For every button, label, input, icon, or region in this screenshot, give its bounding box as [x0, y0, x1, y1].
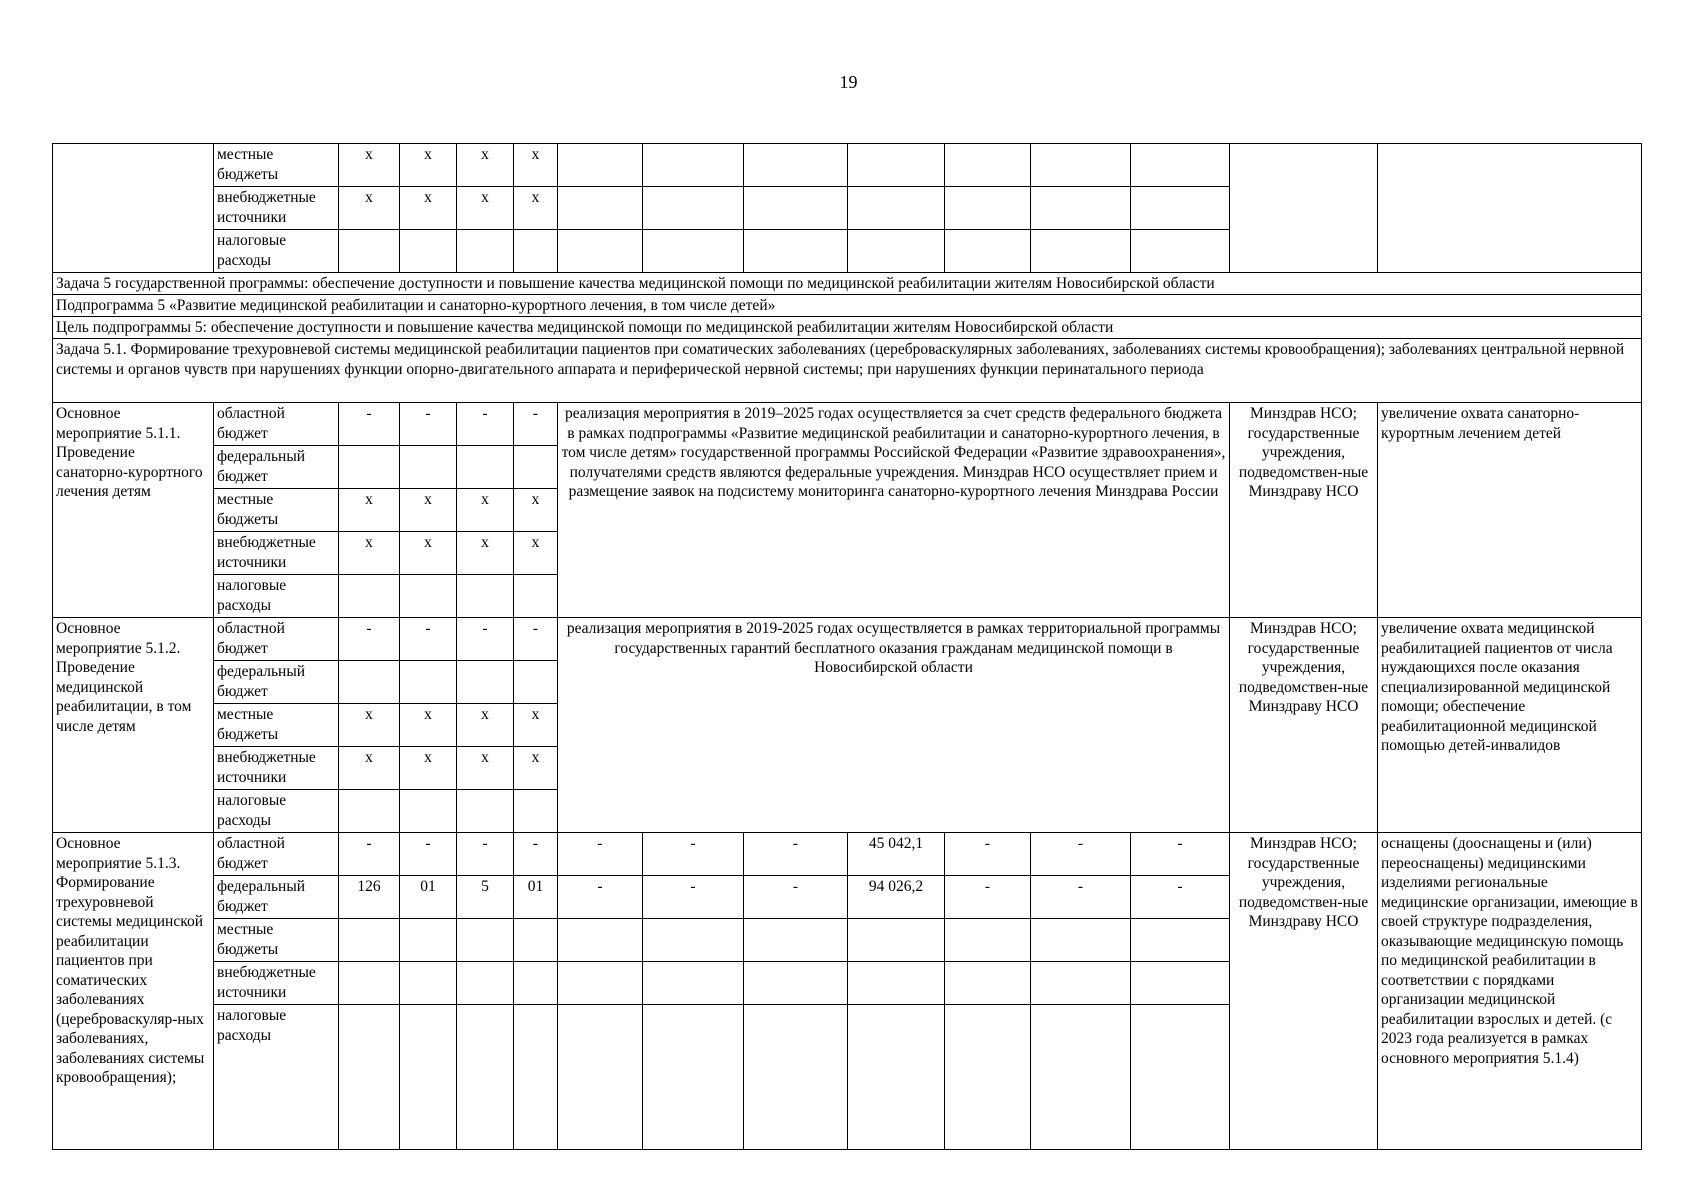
measure-note: реализация мероприятия в 2019–2025 годах осуществляется за счет средств федерального бюджета в рамках подпрограммы «Развитие медицинской реабилитации и санаторно-курортного лечения, в том числе детям» государственной программы Российской Федерации «Развитие здравоохранения», получателями средств являются федеральные учреждения. Минздрав НСО осуществляет прием и размещение заявок на подсистему мониторинга санаторно-курортного лечения Минздрава России — [558, 403, 1230, 618]
code-cell: - — [457, 403, 514, 446]
code-cell: 01 — [400, 876, 457, 919]
source-label: внебюджетные источники — [214, 187, 339, 230]
measure-result: увеличение охвата санаторно-курортным лечением детей — [1378, 403, 1642, 618]
source-label: федеральный бюджет — [214, 876, 339, 919]
source-label: областной бюджет — [214, 618, 339, 661]
code-cell — [457, 575, 514, 618]
code-cell: х — [339, 187, 400, 230]
source-label: местные бюджеты — [214, 919, 339, 962]
code-cell — [457, 446, 514, 489]
code-cell: х — [400, 704, 457, 747]
program-table — [52, 143, 1642, 1150]
code-cell — [339, 1005, 400, 1150]
measure-note: реализация мероприятия в 2019-2025 годах осуществляется в рамках территориальной программы государственных гарантий бесплатного оказания гражданам медицинской помощи в Новосибирской области — [558, 618, 1230, 833]
code-cell — [514, 1005, 558, 1150]
code-cell — [514, 230, 558, 273]
code-cell: - — [400, 833, 457, 876]
year-cell — [848, 1005, 945, 1150]
source-label: федеральный бюджет — [214, 661, 339, 704]
year-cell: - — [945, 833, 1031, 876]
source-label: областной бюджет — [214, 833, 339, 876]
code-cell — [339, 446, 400, 489]
year-cell — [848, 230, 945, 273]
year-cell — [1131, 919, 1230, 962]
year-cell: - — [1031, 833, 1131, 876]
code-cell: 126 — [339, 876, 400, 919]
code-cell: - — [339, 618, 400, 661]
code-cell: х — [514, 144, 558, 187]
code-cell: х — [339, 747, 400, 790]
code-cell: х — [339, 704, 400, 747]
source-label: областной бюджет — [214, 403, 339, 446]
year-cell — [744, 230, 848, 273]
year-cell: - — [558, 833, 643, 876]
year-cell — [643, 187, 744, 230]
measure-result: оснащены (дооснащены и (или) переоснащены) медицинскими изделиями региональные медицинские организации, имеющие в своей структуре подразделения, оказывающие медицинскую помощь по медицинской реабилитации в соответствии с порядками организации медицинской реабилитации взрослых и детей. (с 2023 года реализуется в рамках основного мероприятия 5.1.4) — [1378, 833, 1642, 1150]
year-cell — [1031, 187, 1131, 230]
year-cell — [945, 962, 1031, 1005]
code-cell: х — [339, 144, 400, 187]
code-cell — [457, 962, 514, 1005]
year-cell — [848, 144, 945, 187]
code-cell: 01 — [514, 876, 558, 919]
source-label: налоговые расходы — [214, 575, 339, 618]
code-cell — [339, 790, 400, 833]
year-cell: - — [558, 876, 643, 919]
year-cell — [558, 144, 643, 187]
measure-name: Основное мероприятие 5.1.3. Формирование трехуровневой системы медицинской реабилитации пациентов при соматических заболеваниях (цереброваскуляр-ных заболеваниях, заболеваниях системы кровообращения); — [53, 833, 214, 1150]
table-row — [53, 618, 1642, 661]
year-cell — [1131, 187, 1230, 230]
year-cell — [558, 1005, 643, 1150]
year-cell — [945, 230, 1031, 273]
year-cell — [558, 187, 643, 230]
source-label: федеральный бюджет — [214, 446, 339, 489]
code-cell: х — [400, 747, 457, 790]
source-label: налоговые расходы — [214, 1005, 339, 1150]
code-cell — [339, 230, 400, 273]
code-cell — [400, 1005, 457, 1150]
year-cell — [643, 1005, 744, 1150]
source-label: внебюджетные источники — [214, 747, 339, 790]
code-cell: х — [457, 489, 514, 532]
year-cell: - — [1131, 833, 1230, 876]
code-cell — [339, 962, 400, 1005]
table-row — [53, 339, 1642, 403]
year-cell — [945, 919, 1031, 962]
code-cell — [400, 790, 457, 833]
code-cell — [457, 1005, 514, 1150]
code-cell — [400, 661, 457, 704]
year-cell: - — [1131, 876, 1230, 919]
measure-executor: Минздрав НСО; государственные учреждения, подведомствен-ные Минздраву НСО — [1230, 618, 1378, 833]
code-cell: - — [514, 403, 558, 446]
year-cell: - — [643, 833, 744, 876]
code-cell: х — [339, 532, 400, 575]
year-cell: 45 042,1 — [848, 833, 945, 876]
year-cell — [1031, 144, 1131, 187]
year-cell — [744, 919, 848, 962]
year-cell — [848, 919, 945, 962]
year-cell — [643, 919, 744, 962]
page-number: 19 — [839, 72, 858, 92]
year-cell — [744, 962, 848, 1005]
year-cell: - — [744, 876, 848, 919]
year-cell — [744, 144, 848, 187]
result-cell — [1378, 144, 1642, 273]
code-cell — [514, 790, 558, 833]
year-cell: - — [1031, 876, 1131, 919]
code-cell — [400, 919, 457, 962]
source-label: налоговые расходы — [214, 790, 339, 833]
source-label: местные бюджеты — [214, 489, 339, 532]
year-cell — [744, 1005, 848, 1150]
code-cell — [339, 661, 400, 704]
code-cell — [457, 661, 514, 704]
code-cell: - — [457, 833, 514, 876]
code-cell: - — [339, 403, 400, 446]
code-cell — [400, 230, 457, 273]
code-cell: х — [400, 144, 457, 187]
code-cell: х — [514, 187, 558, 230]
year-cell: - — [744, 833, 848, 876]
table-row — [53, 317, 1642, 339]
code-cell — [400, 446, 457, 489]
code-cell: - — [514, 618, 558, 661]
code-cell: х — [400, 187, 457, 230]
task-5-header: Задача 5 государственной программы: обеспечение доступности и повышение качества медицинской помощи по медицинской реабилитации жителям Новосибирской области — [53, 273, 1642, 295]
year-cell — [1131, 962, 1230, 1005]
code-cell: х — [514, 532, 558, 575]
code-cell: - — [400, 403, 457, 446]
source-label: местные бюджеты — [214, 144, 339, 187]
source-label: местные бюджеты — [214, 704, 339, 747]
code-cell — [457, 919, 514, 962]
source-label: внебюджетные источники — [214, 532, 339, 575]
executor-cell — [1230, 144, 1378, 273]
code-cell: х — [457, 704, 514, 747]
code-cell — [457, 230, 514, 273]
code-cell: - — [339, 833, 400, 876]
year-cell — [1131, 230, 1230, 273]
code-cell — [514, 575, 558, 618]
year-cell — [945, 144, 1031, 187]
code-cell: - — [457, 618, 514, 661]
year-cell — [1031, 1005, 1131, 1150]
table-row — [53, 403, 1642, 446]
table-row — [53, 144, 1642, 187]
year-cell — [558, 962, 643, 1005]
year-cell — [1031, 230, 1131, 273]
source-label: налоговые расходы — [214, 230, 339, 273]
year-cell — [643, 230, 744, 273]
code-cell: - — [400, 618, 457, 661]
table-row — [53, 295, 1642, 317]
year-cell — [848, 187, 945, 230]
measure-executor: Минздрав НСО; государственные учреждения, подведомствен-ные Минздраву НСО — [1230, 833, 1378, 1150]
code-cell: х — [457, 144, 514, 187]
measure-executor: Минздрав НСО; государственные учреждения, подведомствен-ные Минздраву НСО — [1230, 403, 1378, 618]
code-cell — [514, 919, 558, 962]
year-cell: - — [945, 876, 1031, 919]
year-cell — [643, 962, 744, 1005]
measure-name: Основное мероприятие 5.1.1. Проведение санаторно-курортного лечения детям — [53, 403, 214, 618]
code-cell — [339, 919, 400, 962]
year-cell — [1131, 1005, 1230, 1150]
measure-result: увеличение охвата медицинской реабилитацией пациентов от числа нуждающихся после оказания специализированной медицинской помощи; обеспечение реабилитационной медицинской помощью детей-инвалидов — [1378, 618, 1642, 833]
year-cell: - — [643, 876, 744, 919]
code-cell: х — [400, 532, 457, 575]
code-cell: 5 — [457, 876, 514, 919]
code-cell — [457, 790, 514, 833]
year-cell — [643, 144, 744, 187]
subprogram-5-header: Подпрограмма 5 «Развитие медицинской реабилитации и санаторно-курортного лечения, в том числе детей» — [53, 295, 1642, 317]
code-cell: х — [457, 747, 514, 790]
table-row — [53, 273, 1642, 295]
table-row — [53, 833, 1642, 876]
year-cell — [744, 187, 848, 230]
code-cell — [400, 575, 457, 618]
code-cell — [400, 962, 457, 1005]
code-cell: х — [514, 489, 558, 532]
code-cell — [514, 446, 558, 489]
code-cell: х — [457, 532, 514, 575]
task-5-1-header: Задача 5.1. Формирование трехуровневой системы медицинской реабилитации пациентов при соматических заболеваниях (цереброваскулярных заболеваниях, заболеваниях системы кровообращения); заболеваниях центральной нервной системы и органов чувств при нарушениях функции опорно-двигательного аппарата и периферической нервной системы; при нарушениях функции перинатального периода — [53, 339, 1642, 403]
year-cell — [558, 230, 643, 273]
measure-name: Основное мероприятие 5.1.2. Проведение медицинской реабилитации, в том числе детям — [53, 618, 214, 833]
year-cell — [945, 1005, 1031, 1150]
code-cell: - — [514, 833, 558, 876]
year-cell — [1131, 144, 1230, 187]
code-cell: х — [339, 489, 400, 532]
source-label: внебюджетные источники — [214, 962, 339, 1005]
code-cell — [339, 575, 400, 618]
year-cell — [945, 187, 1031, 230]
code-cell: х — [514, 704, 558, 747]
code-cell — [514, 661, 558, 704]
code-cell: х — [457, 187, 514, 230]
year-cell — [1031, 919, 1131, 962]
year-cell — [848, 962, 945, 1005]
code-cell: х — [400, 489, 457, 532]
code-cell — [514, 962, 558, 1005]
code-cell: х — [514, 747, 558, 790]
goal-5-header: Цель подпрограммы 5: обеспечение доступности и повышение качества медицинской помощи по медицинской реабилитации жителям Новосибирской области — [53, 317, 1642, 339]
year-cell — [558, 919, 643, 962]
year-cell — [1031, 962, 1131, 1005]
year-cell: 94 026,2 — [848, 876, 945, 919]
continued-name-cell — [53, 144, 214, 273]
